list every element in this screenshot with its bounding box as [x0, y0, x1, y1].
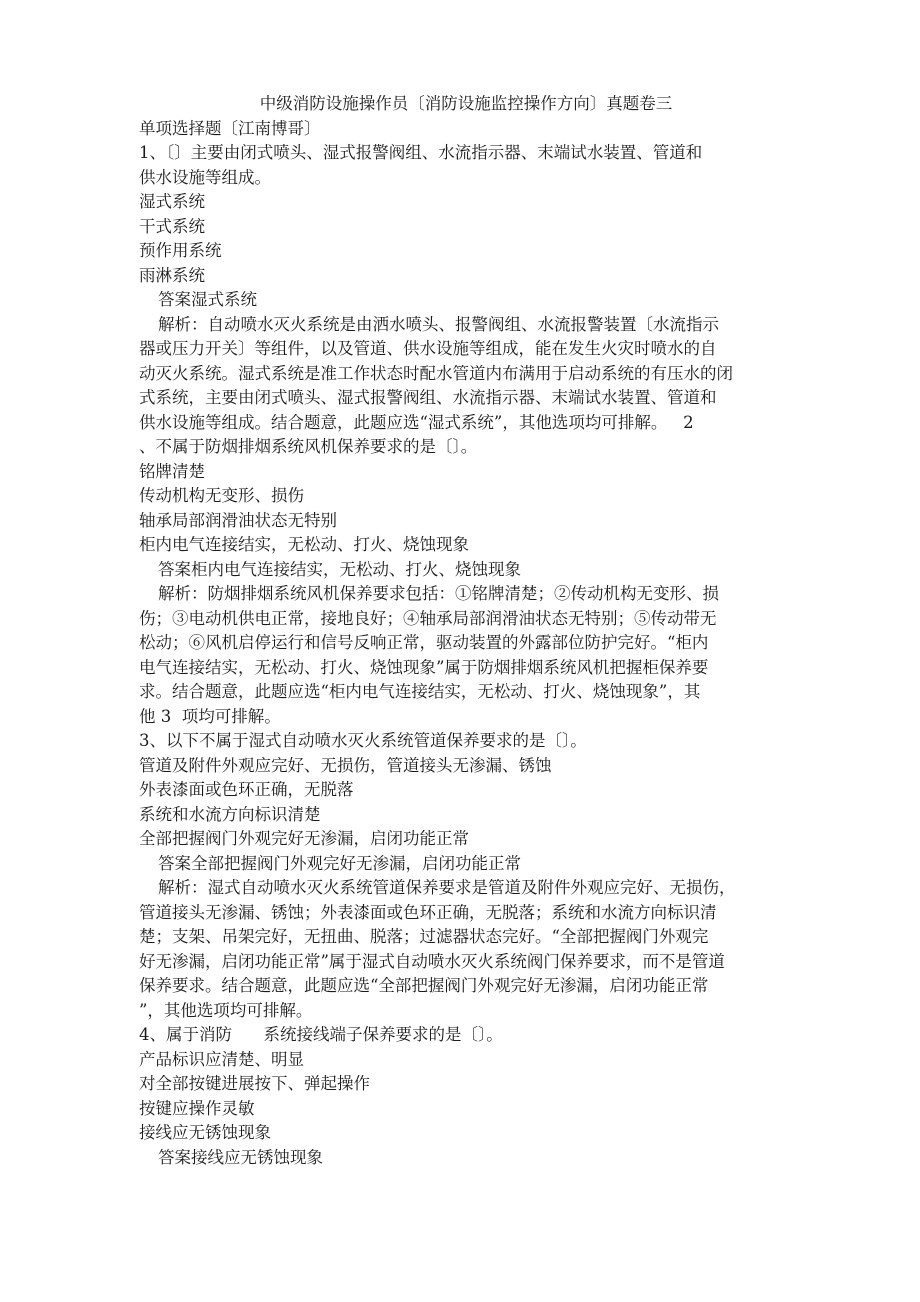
- analysis-line: 伤；③电动机供电正常，接地良好；④轴承局部润滑油状态无特别；⑤传动带无: [139, 608, 717, 628]
- question-stem-line: 3、以下不属于湿式自动喷水灭火系统管道保养要求的是〔〕。: [139, 731, 587, 750]
- analysis-line: 求。结合题意，此题应选“柜内电气连接结实，无松动、打火、烧蚀现象”，其: [139, 682, 701, 701]
- answer-key: 答案全部把握阀门外观完好无渗漏，启闭功能正常: [158, 853, 521, 873]
- document-title: 中级消防设施操作员〔消防设施监控操作方向〕真题卷三: [259, 94, 673, 113]
- analysis-line: 器或压力开关〕等组件，以及管道、供水设施等组成，能在发生火灾时喷水的自: [139, 339, 717, 358]
- document-body: [139, 92, 789, 1170]
- question-3: [139, 729, 789, 1023]
- answer-option: 系统和水流方向标识清楚: [139, 804, 321, 824]
- analysis-line: 动灭火系统。湿式系统是准工作状态时配水管道内布满用于启动系统的有压水的闭: [139, 363, 733, 383]
- analysis-line: 解析：防烟排烟系统风机保养要求包括：①铭牌清楚；②传动机构无变形、损: [158, 584, 719, 603]
- question-stem-line: 4、属于消防 系统接线端子保养要求的是〔〕。: [139, 1025, 503, 1044]
- answer-option: 预作用系统: [139, 241, 222, 260]
- analysis-line: 好无渗漏，启闭功能正常”属于湿式自动喷水灭火系统阀门保养要求，而不是管道: [139, 951, 725, 971]
- answer-option: 传动机构无变形、损伤: [139, 486, 304, 505]
- answer-option: 干式系统: [139, 216, 205, 236]
- section-heading: 单项选择题〔江南博哥〕: [139, 118, 321, 138]
- analysis-line: 解析：湿式自动喷水灭火系统管道保养要求是管道及附件外观应完好、无损伤，: [158, 878, 736, 897]
- answer-key: 答案柜内电气连接结实，无松动、打火、烧蚀现象: [158, 559, 521, 579]
- answer-option: 接线应无锈蚀现象: [139, 1123, 271, 1142]
- answer-key: 答案接线应无锈蚀现象: [158, 1147, 323, 1167]
- answer-key: 答案湿式系统: [158, 290, 257, 309]
- answer-option: 按键应操作灵敏: [139, 1098, 255, 1118]
- analysis-line: 保养要求。结合题意，此题应选“全部把握阀门外观完好无渗漏，启闭功能正常: [139, 976, 709, 995]
- analysis-line: 解析：自动喷水灭火系统是由洒水喷头、报警阀组、水流报警装置〔水流指示: [158, 314, 719, 334]
- answer-option: 管道及附件外观应完好、无损伤，管道接头无渗漏、锈蚀: [139, 755, 552, 775]
- analysis-line: ”，其他选项均可排解。: [139, 1000, 313, 1020]
- answer-option: 湿式系统: [139, 192, 205, 211]
- answer-option: 雨淋系统: [139, 265, 205, 285]
- answer-option: 外表漆面或色环正确，无脱落: [139, 780, 354, 799]
- question-stem-line: 1、〔〕主要由闭式喷头、湿式报警阀组、水流指示器、末端试水装置、管道和: [139, 143, 703, 162]
- answer-option: 轴承局部润滑油状态无特别: [139, 510, 337, 530]
- analysis-line: 松动；⑥风机启停运行和信号反响正常，驱动装置的外露部位防护完好。“柜内: [139, 633, 709, 652]
- answer-option: 产品标识应清楚、明显: [139, 1049, 304, 1069]
- analysis-line: 电气连接结实，无松动、打火、烧蚀现象”属于防烟排烟系统风机把握柜保养要: [139, 657, 709, 677]
- analysis-line: 他 3 项均可排解。: [139, 706, 281, 726]
- question-stem-line: 、不属于防烟排烟系统风机保养要求的是〔〕。: [139, 437, 478, 456]
- analysis-line: 供水设施等组成。结合题意，此题应选“湿式系统”，其他选项均可排解。 2: [139, 412, 694, 432]
- analysis-line: 管道接头无渗漏、锈蚀；外表漆面或色环正确，无脱落；系统和水流方向标识清: [139, 902, 717, 922]
- question-stem-line: 供水设施等组成。: [139, 167, 271, 187]
- question-4: [139, 1023, 789, 1170]
- analysis-line: 式系统，主要由闭式喷头、湿式报警阀组、水流指示器、末端试水装置、管道和: [139, 388, 717, 407]
- answer-option: 柜内电气连接结实，无松动、打火、烧蚀现象: [139, 535, 469, 554]
- analysis-line: 楚；支架、吊架完好，无扭曲、脱落；过滤器状态完好。“全部把握阀门外观完: [139, 927, 709, 946]
- answer-option: 铭牌清楚: [139, 461, 205, 481]
- question-2: [139, 435, 789, 729]
- answer-option: 全部把握阀门外观完好无渗漏，启闭功能正常: [139, 829, 469, 848]
- question-1: [139, 141, 789, 435]
- answer-option: 对全部按键进展按下、弹起操作: [139, 1074, 370, 1093]
